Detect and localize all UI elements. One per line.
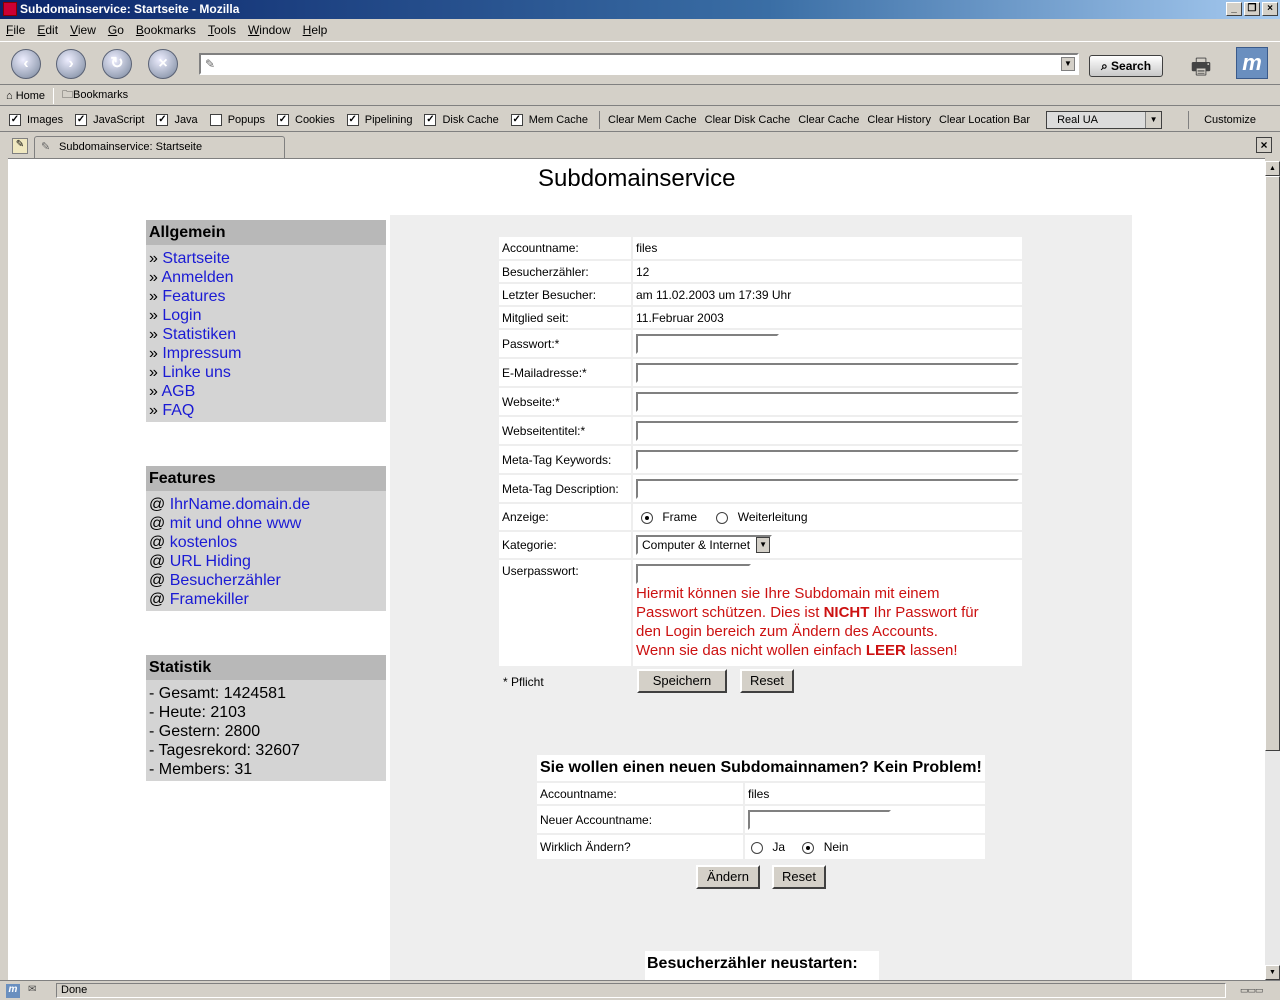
print-icon[interactable]: 🖶 [1190,54,1212,79]
prefbar-check-cookies[interactable]: ✓ Cookies [278,113,335,126]
page-title: Subdomainservice [538,165,736,192]
password-label: Passwort:* [499,329,632,358]
tab-current[interactable]: ✎ Subdomainservice: Startseite [34,136,285,158]
description-input[interactable] [636,479,1019,499]
display-redirect-label: Weiterleitung [737,510,808,524]
keywords-label: Meta-Tag Keywords: [499,445,632,474]
userpassword-input[interactable] [636,564,751,584]
confirm-no-radio[interactable] [802,842,814,854]
last-visitor-label: Letzter Besucher: [499,283,632,306]
mozilla-status-icon[interactable]: m [6,984,20,998]
tab-page-icon: ✎ [41,141,51,153]
reset-button[interactable]: Reset [740,669,794,693]
prefbar-button-clear-history[interactable]: Clear History [867,113,931,126]
statistik-list [146,680,386,781]
features-item: @ IhrName.domain.de [149,496,311,513]
email-label: E-Mailadresse:* [499,358,632,387]
features-box [146,466,386,611]
last-visitor-value: am 11.02.2003 um 17:39 Uhr [632,283,1022,306]
allgemein-box [146,220,386,422]
accountname-label: Accountname: [499,237,632,260]
bookmarks-button[interactable]: 🗀Bookmarks [62,89,129,101]
change-button[interactable]: Ändern [696,865,760,889]
rename-accountname-value: files [744,782,985,805]
user-agent-select[interactable]: Real UA ▼ [1046,111,1162,129]
home-button[interactable]: ⌂ Home [6,89,46,102]
menu-bar [0,20,1280,40]
allgemein-heading: Allgemein [146,220,386,245]
confirm-no-label: Nein [823,840,849,854]
password-input[interactable] [636,334,779,354]
customize-button[interactable]: Customize [1204,113,1257,126]
confirm-yes-radio[interactable] [751,842,763,854]
mail-status-icon[interactable]: ✉ [28,984,37,995]
member-since-value: 11.Februar 2003 [632,306,1022,329]
statistik-heading: Statistik [146,655,386,680]
menu-help[interactable]: Help [302,23,328,37]
prefbar-button-clear-disk-cache[interactable]: Clear Disk Cache [704,113,791,126]
scroll-down-icon[interactable]: ▼ [1265,965,1280,980]
menu-bookmarks[interactable]: Bookmarks [135,23,196,37]
display-frame-label: Frame [662,510,698,524]
prefbar-check-pipelining[interactable]: ✓ Pipelining [348,113,413,126]
prefbar-button-clear-cache[interactable]: Clear Cache [798,113,860,126]
new-accountname-input[interactable] [748,810,891,830]
allgemein-link-1[interactable]: Anmelden [161,269,234,286]
personal-toolbar [0,86,1280,106]
allgemein-link-8[interactable]: FAQ [162,402,195,419]
checkbox[interactable] [210,114,222,126]
features-item: @ kostenlos [149,534,238,551]
allgemein-link-3[interactable]: Login [162,307,202,324]
statistik-box [146,655,386,781]
prefbar-check-disk-cache[interactable]: ✓ Disk Cache [426,113,499,126]
statistik-line: - Gestern: 2800 [149,723,261,740]
userpassword-label: Userpasswort: [499,559,632,667]
rename-form [537,755,985,861]
checkbox[interactable]: ✓ [348,113,357,125]
checkbox[interactable]: ✓ [278,113,288,125]
allgemein-link-7[interactable]: AGB [161,383,196,400]
prefbar-check-java[interactable]: ✓ Java [158,113,198,126]
features-link-4[interactable]: Besucherzähler [169,572,281,589]
menu-file[interactable]: File [6,23,26,37]
features-link-1[interactable]: mit und ohne www [169,515,302,532]
rename-reset-button[interactable]: Reset [772,865,826,889]
checkbox[interactable]: ✓ [512,113,521,125]
search-button[interactable]: ⌕ Search [1089,55,1163,77]
rename-heading: Sie wollen einen neuen Subdomainnamen? Kein Problem! [537,755,985,782]
features-link-3[interactable]: URL Hiding [169,553,251,570]
website-title-input[interactable] [636,421,1019,441]
accountname-value: files [632,237,1022,260]
status-text: Done [56,983,1226,998]
prefbar-check-javascript[interactable]: ✓ JavaScript [76,113,145,126]
prefbar-check-images[interactable]: ✓ Images [10,113,64,126]
allgemein-link-0[interactable]: Startseite [162,250,230,267]
chevron-down-icon: ▼ [756,537,770,553]
stop-icon[interactable]: × [148,49,178,79]
status-bar [0,980,1280,1000]
website-input[interactable] [636,392,1019,412]
menu-tools[interactable]: Tools [207,23,236,37]
forward-icon[interactable]: › [56,49,86,79]
allgemein-link-5[interactable]: Impressum [162,345,242,362]
location-bar[interactable] [199,53,1079,75]
features-item: @ Framekiller [149,591,249,608]
restart-counter-heading: Besucherzähler neustarten: [645,951,879,980]
prefbar-button-clear-mem-cache[interactable]: Clear Mem Cache [608,113,697,126]
display-frame-radio[interactable] [641,512,653,524]
keywords-input[interactable] [636,450,1019,470]
checkbox[interactable]: ✓ [10,113,20,125]
vertical-scrollbar[interactable] [1265,161,1280,980]
navigation-toolbar [0,41,1280,85]
window-title: Subdomainservice: Startseite - Mozilla [20,2,240,16]
allgemein-item: » AGB [149,383,196,400]
allgemein-link-2[interactable]: Features [162,288,226,305]
prefbar-check-popups[interactable]: Popups [210,114,265,126]
reload-icon[interactable]: ↻ [102,49,132,79]
page-icon: ✎ [205,57,216,71]
prefbar-toolbar [0,108,1280,132]
allgemein-item: » Startseite [149,250,230,267]
save-button[interactable]: Speichern [637,669,727,693]
prefbar-check-mem-cache[interactable]: ✓ Mem Cache [512,113,588,126]
url-input[interactable] [221,56,791,72]
statistik-line: - Gesamt: 1424581 [149,685,286,702]
prefbar-button-clear-location-bar[interactable]: Clear Location Bar [938,113,1031,126]
statistik-line: - Heute: 2103 [149,704,246,721]
allgemein-item: » Statistiken [149,326,237,343]
website-label: Webseite:* [499,387,632,416]
back-icon[interactable]: ‹ [11,49,41,79]
account-form [499,237,1022,668]
features-link-0[interactable]: IhrName.domain.de [169,496,311,513]
description-label: Meta-Tag Description: [499,474,632,503]
statistik-line: - Tagesrekord: 32607 [149,742,300,759]
confirm-label: Wirklich Ändern? [537,834,744,860]
close-window-button[interactable]: × [1262,2,1278,16]
userpassword-hint: Hiermit können sie Ihre Subdomain mit einem Passwort schützen. Dies ist NICHT Ihr Passwort für den Login bereich zum Ändern des Accounts. Wenn sie das nicht wollen einfach LEER lassen! [636,585,979,659]
new-accountname-label: Neuer Accountname: [537,805,744,834]
statistik-line: - Members: 31 [149,761,253,778]
allgemein-link-4[interactable]: Statistiken [162,326,237,343]
required-note: * Pflicht [503,675,544,689]
allgemein-item: » Features [149,288,226,305]
allgemein-item: » Login [149,307,202,324]
chevron-down-icon: ▼ [1145,112,1161,128]
display-label: Anzeige: [499,503,632,531]
checkbox[interactable]: ✓ [76,113,86,125]
menu-edit[interactable]: Edit [37,23,59,37]
scroll-up-icon[interactable]: ▲ [1265,161,1280,176]
url-dropdown-icon[interactable]: ▼ [1061,57,1075,71]
new-tab-icon[interactable]: ✎ [12,138,28,154]
restore-button[interactable]: ❐ [1244,2,1260,16]
counter-value: 12 [632,260,1022,283]
minimize-button[interactable]: _ [1226,2,1242,16]
allgemein-item: » FAQ [149,402,195,419]
display-redirect-radio[interactable] [716,512,728,524]
features-link-5[interactable]: Framekiller [169,591,249,608]
close-tab-icon[interactable]: × [1256,137,1272,153]
features-heading: Features [146,466,386,491]
rename-accountname-label: Accountname: [537,782,744,805]
mozilla-throbber-icon[interactable]: m [1236,47,1268,79]
allgemein-item: » Impressum [149,345,242,362]
checkbox[interactable]: ✓ [158,113,167,125]
allgemein-list [146,245,386,422]
menu-window[interactable]: Window [247,23,291,37]
features-item: @ Besucherzähler [149,572,281,589]
allgemein-item: » Linke uns [149,364,231,381]
confirm-yes-label: Ja [772,840,786,854]
title-bar [0,0,1280,19]
features-link-2[interactable]: kostenlos [169,534,238,551]
allgemein-item: » Anmelden [149,269,234,286]
member-since-label: Mitglied seit: [499,306,632,329]
tab-bar [0,134,1280,158]
allgemein-link-6[interactable]: Linke uns [162,364,231,381]
category-select[interactable]: Computer & Internet ▼ [636,535,772,555]
menu-view[interactable]: View [70,23,96,37]
website-title-label: Webseitentitel:* [499,416,632,445]
page-viewport [8,158,1265,980]
mozilla-app-icon [3,2,17,16]
features-item: @ URL Hiding [149,553,251,570]
category-label: Kategorie: [499,531,632,559]
features-list [146,491,386,611]
connection-status-icon: ▭▭▭ [1240,985,1263,995]
checkbox[interactable]: ✓ [426,113,435,125]
scroll-thumb[interactable] [1265,176,1280,751]
email-input[interactable] [636,363,1019,383]
menu-go[interactable]: Go [107,23,124,37]
counter-label: Besucherzähler: [499,260,632,283]
features-item: @ mit und ohne www [149,515,302,532]
